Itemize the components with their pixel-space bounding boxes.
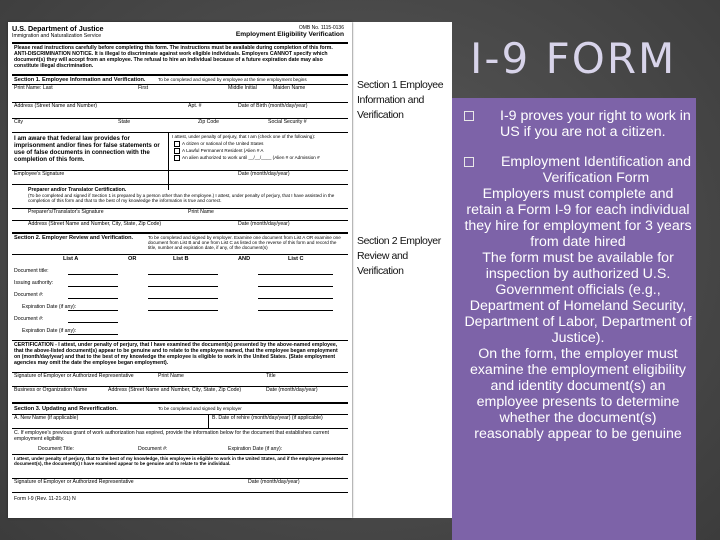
preparer-text: (To be completed and signed if Section 1 is prepared by a person other than the employee.) I attest, under penalty of perjury, that I have assisted in the completion of this form and that to the best of my knowledge the information is true and correct.: [28, 193, 335, 203]
preparer-signature: Preparer's/Translator's Signature: [28, 209, 104, 215]
field-apt: Apt. #: [188, 103, 202, 109]
section1-side-label: Section 1 Employee Information and Verification: [357, 79, 444, 121]
reverification-instructions: C. If employee's previous grant of work authorization has expired, provide the information below for the document that establishes current employment eligibility.: [14, 430, 330, 442]
omb-number: OMB No. 1115-0136: [298, 25, 344, 31]
field-dob: Date of Birth (month/day/year): [238, 103, 308, 109]
preparer-print-name: Print Name: [188, 209, 214, 215]
paragraph-examination: On the form, the employer must examine the employment eligibility and identity document(s) an employee presents to determine whether the document(s) reasonably appear to be genuine: [469, 346, 687, 442]
expiration-field-2: Expiration Date (if any):: [22, 328, 77, 334]
list-or-label: OR: [128, 256, 137, 262]
section2-note: To be completed and signed by employer. Examine one document from List A OR examine one document from List B and one from List C as listed on the reverse of this form and record the title, number and expiration date, if any, of the document(s): [148, 235, 341, 250]
form-code: Form I-9 (Rev. 11-21-91) N: [14, 496, 76, 502]
doc-title-label: Document Title:: [38, 446, 75, 452]
preparer-header: Preparer and/or Translator Certification.: [28, 187, 127, 193]
field-city: City: [14, 119, 23, 125]
form-title: Employment Eligibility Verification: [235, 31, 344, 38]
doc-title-field: Document title:: [14, 268, 49, 274]
paragraph-inspection: The form must be available for inspection by authorized U.S. Government officials (e.g., Department of Homeland Security, Department of Labor, Department of Justice).: [464, 250, 692, 346]
slide-title: I-9 FORM: [470, 34, 677, 83]
field-middle-initial: Middle Initial: [228, 85, 257, 91]
final-date: Date (month/day/year): [248, 479, 300, 485]
business-address: Address (Street Name and Number, City, State, Zip Code): [108, 387, 242, 393]
list-c-label: List C: [288, 256, 304, 262]
paragraph-employer-obligation: Employers must complete and retain a Form I-9 for each individual they hire for employment for 3 years from date hired: [464, 186, 692, 250]
employee-date: Date (month/day/year): [238, 171, 290, 177]
bullet-item: Employment Identification and Verification Form: [464, 154, 692, 186]
section1-note: To be completed and signed by employee at the time employment begins: [158, 77, 307, 82]
field-state: State: [118, 119, 131, 125]
section1-header: Section 1. Employee Information and Verification.: [14, 77, 146, 83]
final-attestation: I attest, under penalty of perjury, that to the best of my knowledge, this employee is eligible to work in the United States, and if the employee presented document(s), the document(s) I have examined appear to be genuine and to relate to the individual.: [14, 456, 344, 466]
form-header: [12, 25, 348, 41]
employer-title: Title: [266, 373, 276, 379]
field-first-name: First: [138, 85, 149, 91]
employee-signature: Employee's Signature: [14, 171, 65, 177]
field-ssn: Social Security #: [268, 119, 307, 125]
employer-print-name: Print Name: [158, 373, 184, 379]
preparer-date: Date (month/day/year): [238, 221, 290, 227]
expiration-label: Expiration Date (if any):: [228, 446, 283, 452]
employer-signature: Signature of Employer or Authorized Representative: [14, 373, 134, 379]
certification-text: CERTIFICATION - I attest, under penalty of perjury, that I have examined the document(s) presented by the above-named employee, that the above-listed document(s) appear to be genuine and to relate to the employee named, that the employee began employment on (month/day/year) and that to the best of my knowledge the employee is eligible to work in the United States. (State employment agencies may omit the date the employee began employment).: [14, 342, 338, 366]
field-zip: Zip Code: [198, 119, 220, 125]
new-name-field: A. New Name (if applicable): [14, 415, 79, 421]
agency-subname: Immigration and Naturalization Service: [12, 33, 102, 39]
bullet-item: I-9 proves your right to work in US if you are not a citizen.: [464, 108, 692, 140]
doc-number-field-2: Document #:: [14, 316, 44, 322]
doc-number-field: Document #:: [14, 292, 44, 298]
bullet-box-icon: [464, 157, 474, 167]
attest-option-alien: An alien authorized to work until __/__/____ (Alien # or Admission #: [174, 155, 344, 161]
expiration-field: Expiration Date (if any):: [22, 304, 77, 310]
business-name: Business or Organization Name: [14, 387, 88, 393]
section3-header: Section 3. Updating and Reverification.: [14, 406, 118, 412]
list-a-label: List A: [63, 256, 79, 262]
business-date: Date (month/day/year): [266, 387, 318, 393]
attest-intro: I attest, under penalty of perjury, that I am (check one of the following):: [172, 134, 316, 139]
field-address: Address (Street Name and Number): [14, 103, 98, 109]
employer-signature-2: Signature of Employer or Authorized Representative: [14, 479, 134, 485]
section3-note: To be completed and signed by employer: [158, 406, 242, 411]
bullet-box-icon: [464, 111, 474, 121]
form-instructions: Please read instructions carefully before completing this form. The instructions must be available during completion of this form. ANTI-DISCRIMINATION NOTICE. It is illegal to discriminate against work eligible individuals. Employers CANNOT specify which document(s) they will accept from an employee. The refusal to hire an individual because of a future expiration date may also constitute illegal discrimination.: [14, 45, 333, 69]
rehire-date-field: B. Date of rehire (month/day/year) (if applicable): [212, 415, 323, 421]
section2-header: Section 2. Employer Review and Verification.: [14, 235, 134, 241]
field-last-name: Print Name: Last: [14, 85, 53, 91]
list-b-label: List B: [173, 256, 189, 262]
issuing-authority-field: Issuing authority:: [14, 280, 54, 286]
section2-side-label: Section 2 Employer Review and Verification: [357, 235, 441, 277]
slide-body: [464, 108, 692, 442]
list-and-label: AND: [238, 256, 251, 262]
perjury-warning: I am aware that federal law provides for imprisonment and/or fines for false statements or use of false documents in connection with the completion of this form.: [14, 135, 160, 163]
attest-option-citizen: A citizen or national of the United States: [174, 141, 344, 147]
attest-option-resident: A Lawful Permanent Resident (Alien # A: [174, 148, 344, 154]
field-maiden-name: Maiden Name: [273, 85, 306, 91]
doc-number-label: Document #:: [138, 446, 168, 452]
agency-name: U.S. Department of Justice: [12, 24, 104, 33]
i9-form-image: [8, 22, 352, 518]
preparer-address: Address (Street Name and Number, City, State, Zip Code): [28, 221, 162, 227]
